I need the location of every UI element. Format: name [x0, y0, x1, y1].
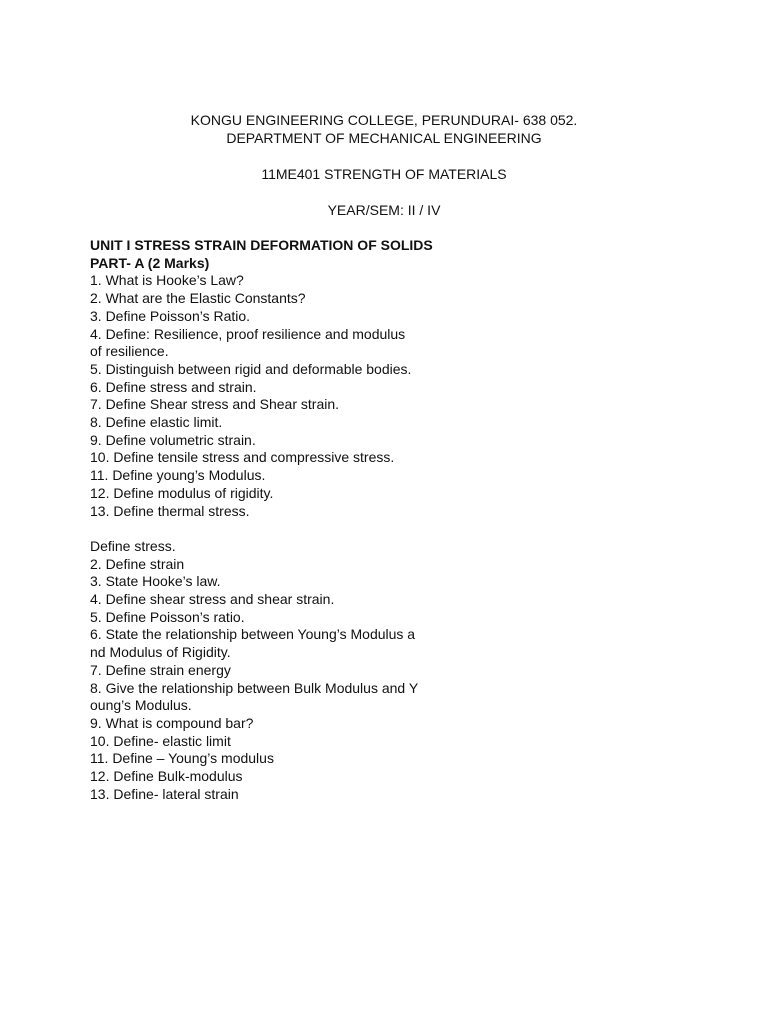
list-item: 13. Define thermal stress. — [90, 502, 250, 519]
question-content — [90, 237, 690, 803]
list-item: 8. Give the relationship between Bulk Modulus and Y — [90, 679, 419, 696]
year-semester: YEAR/SEM: II / IV — [327, 202, 441, 218]
list-item: 4. Define shear stress and shear strain. — [90, 591, 335, 608]
list-item: 5. Define Poisson’s ratio. — [90, 608, 245, 625]
list-item: 7. Define Shear stress and Shear strain. — [90, 396, 340, 413]
list-item: 1. What is Hooke’s Law? — [90, 272, 244, 289]
list-item: 11. Define young’s Modulus. — [90, 467, 266, 484]
part-title: PART- A (2 Marks) — [90, 254, 210, 271]
list-item: 11. Define – Young’s modulus — [90, 750, 274, 767]
list-item: 10. Define tensile stress and compressive stress. — [90, 449, 395, 466]
list-item: 9. Define volumetric strain. — [90, 431, 256, 448]
list-item: 6. Define stress and strain. — [90, 378, 257, 395]
course-title: 11ME401 STRENGTH OF MATERIALS — [261, 166, 507, 182]
list-item: 12. Define modulus of rigidity. — [90, 484, 274, 501]
list-item: 8. Define elastic limit. — [90, 414, 223, 431]
list-item: nd Modulus of Rigidity. — [90, 644, 231, 661]
list-item: 12. Define Bulk-modulus — [90, 768, 243, 785]
list-item: of resilience. — [90, 343, 169, 360]
list-item: 13. Define- lateral strain — [90, 785, 239, 802]
list-item: 7. Define strain energy — [90, 661, 231, 678]
list-item: 9. What is compound bar? — [90, 714, 254, 731]
list-item: Define stress. — [90, 537, 176, 554]
list-item: 10. Define- elastic limit — [90, 732, 231, 749]
list-item: 5. Distinguish between rigid and deformable bodies. — [90, 360, 412, 377]
list-item: 3. State Hooke’s law. — [90, 573, 221, 590]
section-spacer — [90, 520, 690, 538]
list-item: oung’s Modulus. — [90, 697, 192, 714]
unit-title: UNIT I STRESS STRAIN DEFORMATION OF SOLIDS — [90, 237, 433, 253]
list-item: 4. Define: Resilience, proof resilience and modulus — [90, 325, 406, 342]
list-item: 2. Define strain — [90, 555, 185, 572]
college-name: KONGU ENGINEERING COLLEGE, PERUNDURAI- 638 052. — [190, 112, 578, 128]
list-item: 6. State the relationship between Young’s Modulus a — [90, 626, 416, 643]
list-item: 2. What are the Elastic Constants? — [90, 290, 306, 307]
department-name: DEPARTMENT OF MECHANICAL ENGINEERING — [226, 130, 542, 146]
list-item: 3. Define Poisson’s Ratio. — [90, 307, 251, 324]
